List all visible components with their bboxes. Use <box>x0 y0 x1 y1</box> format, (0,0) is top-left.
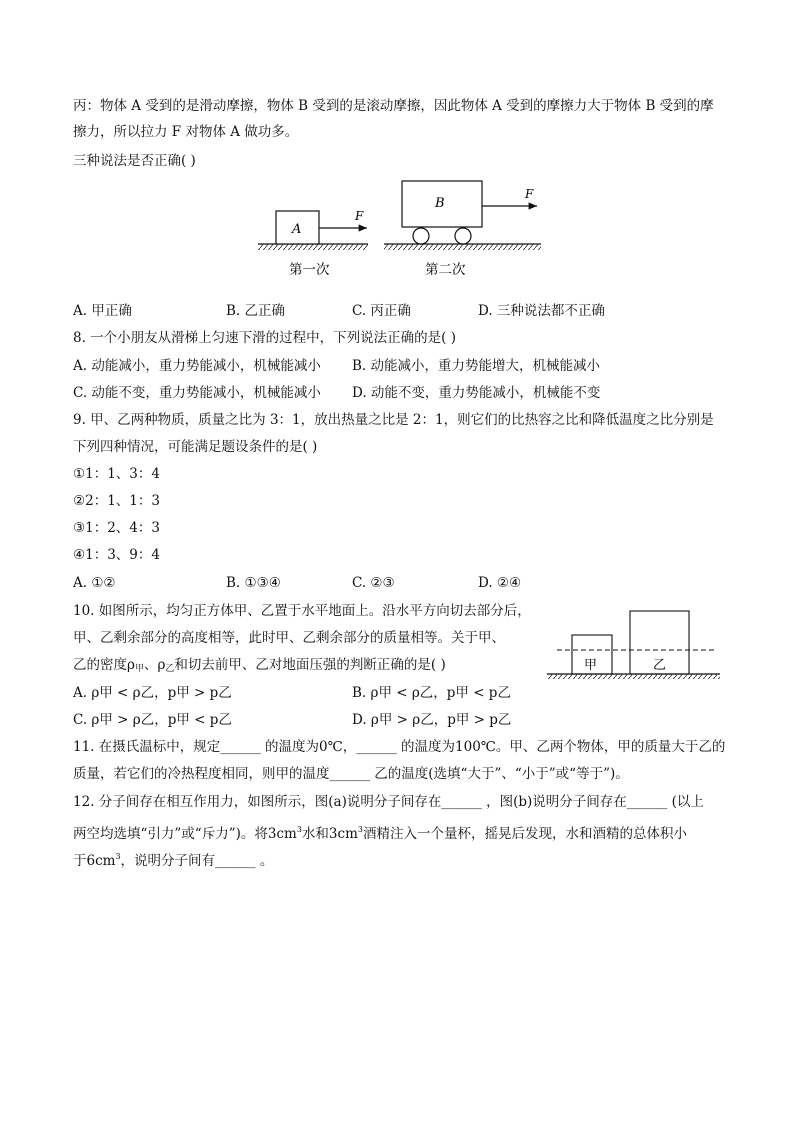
q9-option-c[interactable]: C. ②③ <box>352 575 395 591</box>
q9-option-a[interactable]: A. ①② <box>73 575 116 591</box>
q7-figure <box>255 176 545 282</box>
q12-line-3 <box>73 847 273 871</box>
q10-option-c[interactable]: C. ρ甲 > ρ乙，p甲 < p乙 <box>73 712 232 728</box>
q10-stem-3a: 乙的密度ρ <box>73 657 135 673</box>
q9-stem-line-2: 下列四种情况，可能满足题设条件的是( ) <box>73 439 318 455</box>
q10-sub-jia: 甲 <box>134 664 144 674</box>
q12-line-3a: 于6cm <box>73 853 116 869</box>
q12-line-2 <box>73 820 687 844</box>
q8-stem: 8. 一个小朋友从滑梯上匀速下滑的过程中，下列说法正确的是( ) <box>73 330 456 346</box>
ground-2 <box>384 244 541 250</box>
q10-stem-line-3 <box>73 655 446 679</box>
caption-1: 第一次 <box>289 262 330 278</box>
q10-option-d[interactable]: D. ρ甲 > ρ乙，p甲 > p乙 <box>352 712 512 728</box>
q10-sub-yi: 乙 <box>165 664 175 674</box>
q11-line-2: 质量，若它们的冷热程度相同，则甲的温度______ 乙的温度(选填“大于”、“小于”或“等于”)。 <box>73 766 629 782</box>
q9-item-1: ①1：1、3：4 <box>73 466 160 482</box>
q7-option-d[interactable]: D. 三种说法都不正确 <box>478 303 605 319</box>
q7-bing-line-2: 擦力，所以拉力 F 对物体 A 做功多。 <box>73 124 299 140</box>
cube-jia-label: 甲 <box>584 658 598 673</box>
q10-stem-3b: 和切去前甲、乙对地面压强的判断正确的是( ) <box>174 657 446 673</box>
q7-option-c[interactable]: C. 丙正确 <box>352 303 411 319</box>
q8-option-a[interactable]: A. 动能减小，重力势能减小，机械能减小 <box>73 358 321 374</box>
q7-option-b[interactable]: B. 乙正确 <box>226 303 286 319</box>
q8-option-b[interactable]: B. 动能减小，重力势能增大，机械能减小 <box>352 358 601 374</box>
ground-1 <box>258 244 368 250</box>
force-a-label: F <box>355 209 364 223</box>
q7-bing-line-1: 丙：物体 A 受到的是滑动摩擦，物体 B 受到的是滚动摩擦，因此物体 A 受到的摩擦力大于物体 B 受到的摩 <box>73 98 714 114</box>
q12-line-1: 12. 分子间存在相互作用力，如图所示，图(a)说明分子间存在______ ，图(b)说明分子间存在______ (以上 <box>73 794 704 810</box>
q8-option-c[interactable]: C. 动能不变，重力势能减小，机械能减小 <box>73 385 321 401</box>
q10-option-b[interactable]: B. ρ甲 < ρ乙，p甲 < p乙 <box>352 685 511 701</box>
q10-figure <box>545 605 725 685</box>
q12-sup-1: 3 <box>296 825 302 834</box>
q10-stem-line-1: 10. 如图所示，均匀正方体甲、乙置于水平地面上。沿水平方向切去部分后， <box>73 603 531 619</box>
ground-3 <box>547 674 720 679</box>
q10-stem-line-2: 甲、乙剩余部分的高度相等，此时甲、乙剩余部分的质量相等。关于甲、 <box>73 630 505 646</box>
q10-option-a[interactable]: A. ρ甲 < ρ乙，p甲 > p乙 <box>73 685 232 701</box>
q9-item-2: ②2：1、1：3 <box>73 493 160 509</box>
q9-option-b[interactable]: B. ①③④ <box>226 575 281 591</box>
wheel-left <box>413 228 429 244</box>
q9-option-d[interactable]: D. ②④ <box>478 575 522 591</box>
q10-stem-3sep: 、ρ <box>143 657 166 673</box>
q12-line-2b: 水和3cm <box>301 826 358 842</box>
q12-sup-2: 3 <box>357 825 363 834</box>
cart-b-label: B <box>435 196 445 211</box>
q7-stem: 三种说法是否正确( ) <box>73 153 196 169</box>
force-b-label: F <box>525 187 534 201</box>
q12-line-2c: 酒精注入一个量杯，摇晃后发现，水和酒精的总体积小 <box>362 826 687 842</box>
q12-line-3b: ，说明分子间有______ 。 <box>120 853 274 869</box>
q7-option-a[interactable]: A. 甲正确 <box>73 303 132 319</box>
q12-line-2a: 两空均选填“引力”或“斥力”)。将3cm <box>73 826 297 842</box>
q12-sup-3: 3 <box>115 852 121 861</box>
q11-line-1: 11. 在摄氏温标中，规定______ 的温度为0℃，______ 的温度为100℃。甲、乙两个物体，甲的质量大于乙的 <box>73 739 726 755</box>
wheel-right <box>455 228 471 244</box>
q9-stem-line-1: 9. 甲、乙两种物质，质量之比为 3：1，放出热量之比是 2：1，则它们的比热容之比和降低温度之比分别是 <box>73 412 714 428</box>
caption-2: 第二次 <box>425 262 466 278</box>
q9-item-3: ③1：2、4：3 <box>73 520 160 536</box>
q8-option-d[interactable]: D. 动能不变，重力势能减小，机械能不变 <box>352 385 601 401</box>
q9-item-4: ④1：3、9：4 <box>73 547 160 563</box>
block-a-label: A <box>292 222 302 237</box>
cube-yi-label: 乙 <box>653 658 667 673</box>
